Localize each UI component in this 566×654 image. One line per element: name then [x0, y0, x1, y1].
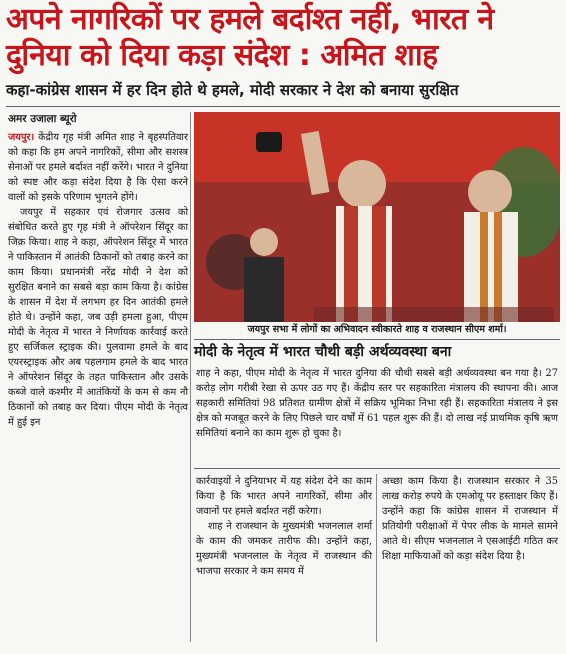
subheadline: कहा-कांग्रेस शासन में हर दिन होते थे हमले, मोदी सरकार ने देश को बनाया सुरक्षित	[6, 81, 459, 99]
headline: अपने नागरिकों पर हमले बर्दाश्त नहीं, भारत ने दुनिया को दिया कड़ा संदेश : अमित शाह	[6, 2, 494, 73]
column-3-paragraph-1: अच्छा काम किया है। राजस्थान सरकार ने 35 लाख करोड़ रुपये के एमओयू पर हस्ताक्षर किए हैं। उन्होंने कहा कि कांग्रेस शासन में राजस्थान में प्रतियोगी परीक्षाओं में पेपर लीक के मामले सामने आते थे। सीएम भजनलाल ने एसआईटी गठित कर शिक्षा माफियाओं को कड़ा संदेश दिया है।	[382, 476, 558, 562]
column-2	[196, 474, 372, 579]
column-divider-2	[376, 474, 377, 642]
dateline: जयपुर।	[8, 132, 35, 143]
column-1-paragraph-2: जयपुर में सहकार एवं रोजगार उत्सव को संबोधित करते हुए गृह मंत्री ने ऑपरेशन सिंदूर का जिक्र किया। शाह ने कहा, ऑपरेशन सिंदूर में भारत ने पाकिस्तान में आतंकी ठिकानों को तबाह करने का काम किया। प्रधानमंत्री नरेंद्र मोदी ने देश को सुरक्षित बनाने का सबसे बड़ा काम किया है। कांग्रेस के शासन में देश में लगभग हर दिन आतंकी हमले होते थे। उन्होंने कहा, जब उड़ी हमला हुआ, पीएम मोदी के नेतृत्व में भारत ने निर्णायक कार्रवाई करते हुए सर्जिकल स्ट्राइक की। पुलवामा हमले के बाद एयरस्ट्राइक और अब पहलगाम हमले के बाद भारत ने ऑपरेशन सिंदूर के तहत पाकिस्तान और उसके कब्जे वाले कश्मीर में आतंकियों के कम से कम नौ ठिकानों को तबाह कर दिया। पीएम मोदी के नेतृत्व में हुई इन	[8, 207, 188, 428]
top-rule	[6, 106, 560, 107]
column-divider-1	[190, 112, 191, 642]
section-2-body: शाह ने कहा, पीएम मोदी के नेतृत्व में भारत दुनिया की चौथी सबसे बड़ी अर्थव्यवस्था बन गया है। 27 करोड़ लोग गरीबी रेखा से ऊपर उठ गए हैं। केंद्रीय स्तर पर सहकारिता मंत्रालय की स्थापना की। आज सहकारी समितियां 98 प्रतिशत ग्रामीण क्षेत्रों में सक्रिय भूमिका निभा रही हैं। सहकारिता मंत्रालय ने इस क्षेत्र को मजबूत करने के लिए पिछले चार वर्षों में 61 पहल शुरू की हैं। दो लाख नई प्राथमिक कृषि ऋण समितियां बनाने का काम शुरू हो चुका है।	[196, 368, 558, 439]
column-1	[8, 130, 188, 430]
photo-illustration	[194, 112, 560, 322]
news-photo	[194, 112, 560, 322]
section-bottom-rule	[194, 468, 560, 469]
photo-caption: जयपुर सभा में लोगों का अभिवादन स्वीकारते शाह व राजस्थान सीएम शर्मा।	[194, 322, 560, 338]
column-2-paragraph-2: शाह ने राजस्थान के मुख्यमंत्री भजनलाल शर्मा के काम की जमकर तारीफ की। उन्होंने कहा, मुख्यमंत्री भजनलाल के नेतृत्व में राजस्थान की भाजपा सरकार ने कम समय में	[196, 521, 372, 577]
section-rule	[194, 339, 560, 340]
column-3	[382, 474, 558, 564]
column-2-paragraph-1: कार्रवाइयों ने दुनियाभर में यह संदेश देने का काम किया है कि भारत अपने नागरिकों, सीमा और जवानों पर हमले बर्दाश्त नहीं करेगा।	[196, 476, 372, 517]
section-2-title: मोदी के नेतृत्व में भारत चौथी बड़ी अर्थव्यवस्था बना	[194, 344, 452, 360]
column-1-paragraph-1: जयपुर। केंद्रीय गृह मंत्री अमित शाह ने बृहस्पतिवार को कहा कि हम अपने नागरिकों, सीमा और सशस्त्र सेनाओं पर हमले बर्दाश्त नहीं करेंगे। भारत ने दुनिया को स्पष्ट और कड़ा संदेश दिया है कि ऐसा करने वालों को इसके परिणाम भुगतने होंगे।	[8, 132, 188, 203]
byline: अमर उजाला ब्यूरो	[8, 113, 77, 125]
